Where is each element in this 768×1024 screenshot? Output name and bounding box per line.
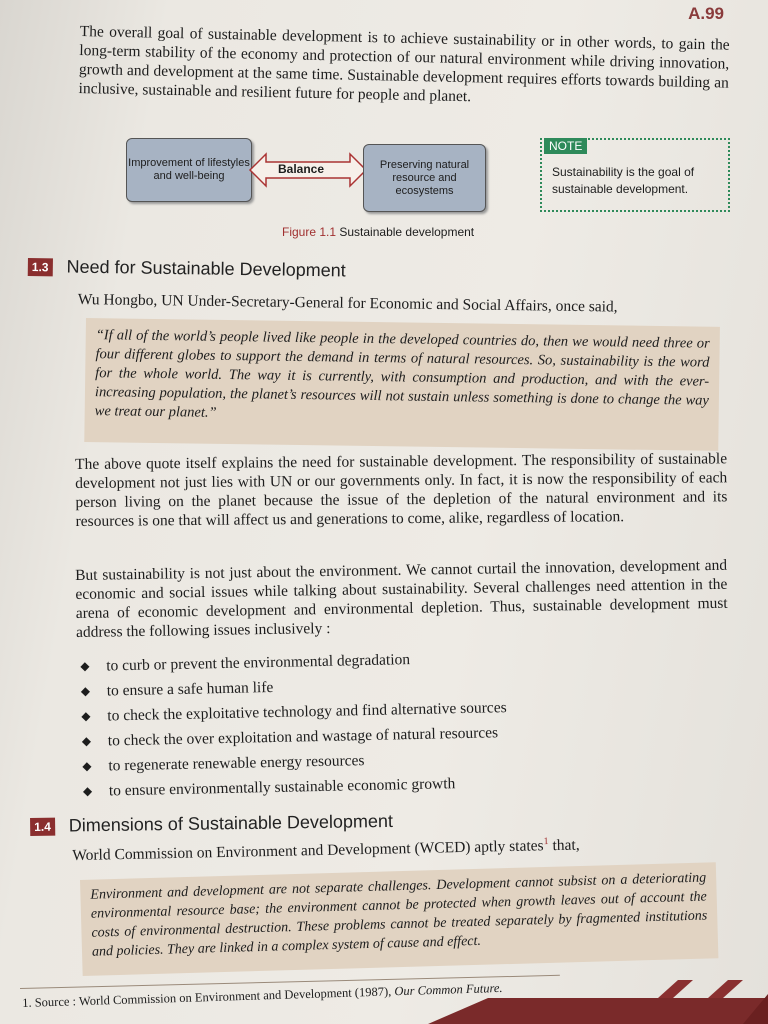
section-number-badge: 1.3 [28, 257, 53, 275]
wced-quote: Environment and development are not separate challenges. Development cannot subsist on a deteriorating environmental resource base; the environment cannot be protected when growth leaves out of account the costs of environmental destruction. These problems cannot be treated separately by fragmented institutions and policies. They are linked in a complex system of cause and effect. [80, 862, 718, 976]
figure-balance-label: Balance [278, 162, 325, 176]
footnote-ref: 1 [543, 836, 549, 848]
section-1-3-heading [28, 256, 346, 281]
note-box [540, 138, 730, 212]
intro-paragraph: The overall goal of sustainable development is to achieve sustainability or in other words, to gain the long-term stability of the economy and protection of our natural environment while driving innovation, growth and development at the same time. Sustainable development requires efforts towards building an inclusive, sustainable and resilient future for people and planet. [78, 22, 730, 106]
footnote: 1. Source : World Commission on Environment and Development (1987), Our Common Future. [22, 980, 503, 1010]
diamond-bullet-icon: ◆ [82, 758, 92, 773]
figure-box-lifestyles: Improvement of lifestyles and well-being [126, 138, 252, 202]
decorative-stripes [408, 980, 768, 1024]
section-1-4-heading [30, 811, 393, 837]
diamond-bullet-icon: ◆ [82, 783, 93, 798]
issues-list [80, 642, 643, 804]
list-item: ◆ to curb or prevent the environmental degradation [80, 642, 640, 679]
diamond-bullet-icon: ◆ [81, 708, 91, 723]
figure-caption [282, 225, 474, 239]
note-tag: NOTE [544, 138, 587, 154]
diamond-bullet-icon: ◆ [81, 733, 92, 748]
list-item: ◆ to check the exploitative technology and find alternative sources [81, 692, 641, 729]
section-title: Dimensions of Sustainable Development [68, 810, 394, 836]
diamond-bullet-icon: ◆ [80, 683, 91, 698]
figure-box-preserving: Preserving natural resource and ecosystems [363, 144, 486, 212]
section-1-3-paragraph-1: The above quote itself explains the need for sustainable development. The responsibility of sustainable development not just lies with UN or our governments only. In fact, it is now the responsibility of each person living on the planet because the issue of the depletion of the natural environment and its resources is one that will affect us and generations to come, alike, regardless of location. [75, 450, 728, 530]
section-1-3-paragraph-2: But sustainability is not just about the environment. We cannot curtail the innovation, development and economic and social issues while talking about sustainability. Several challenges need attention in the arena of economic development and environmental depletion. Thus, sustainable development must address the following issues inclusively : [75, 556, 728, 641]
note-text: Sustainability is the goal of sustainable development. [552, 165, 695, 196]
list-item: ◆ to regenerate renewable energy resources [82, 742, 642, 779]
figure-caption-label: Figure 1.1 [282, 225, 337, 239]
section-title: Need for Sustainable Development [66, 256, 346, 281]
list-item: ◆ to ensure environmentally sustainable economic growth [83, 767, 643, 804]
section-1-3-lead: Wu Hongbo, UN Under-Secretary-General for Economic and Social Affairs, once said, [77, 290, 618, 316]
section-number-badge: 1.4 [30, 817, 55, 835]
figure-caption-text: Sustainable development [339, 225, 475, 239]
page-number: A.99 [688, 4, 724, 23]
list-item: ◆ to ensure a safe human life [81, 667, 641, 704]
section-1-4-lead: World Commission on Environment and Development (WCED) aptly states$^1$ that, [72, 836, 580, 865]
list-item: ◆ to check the over exploitation and wastage of natural resources [82, 717, 642, 754]
wu-hongbo-quote: “If all of the world’s people lived like people in the developed countries do, then we would need three or four different globes to support the demand in terms of natural resources. So, sustainability is the word for the whole world. The way it is currently, with consumption and production, and with the ever-increasing population, the planet’s resources will not sustain unless something is done to change the way we treat our planet.” [84, 318, 720, 451]
diamond-bullet-icon: ◆ [80, 658, 90, 673]
